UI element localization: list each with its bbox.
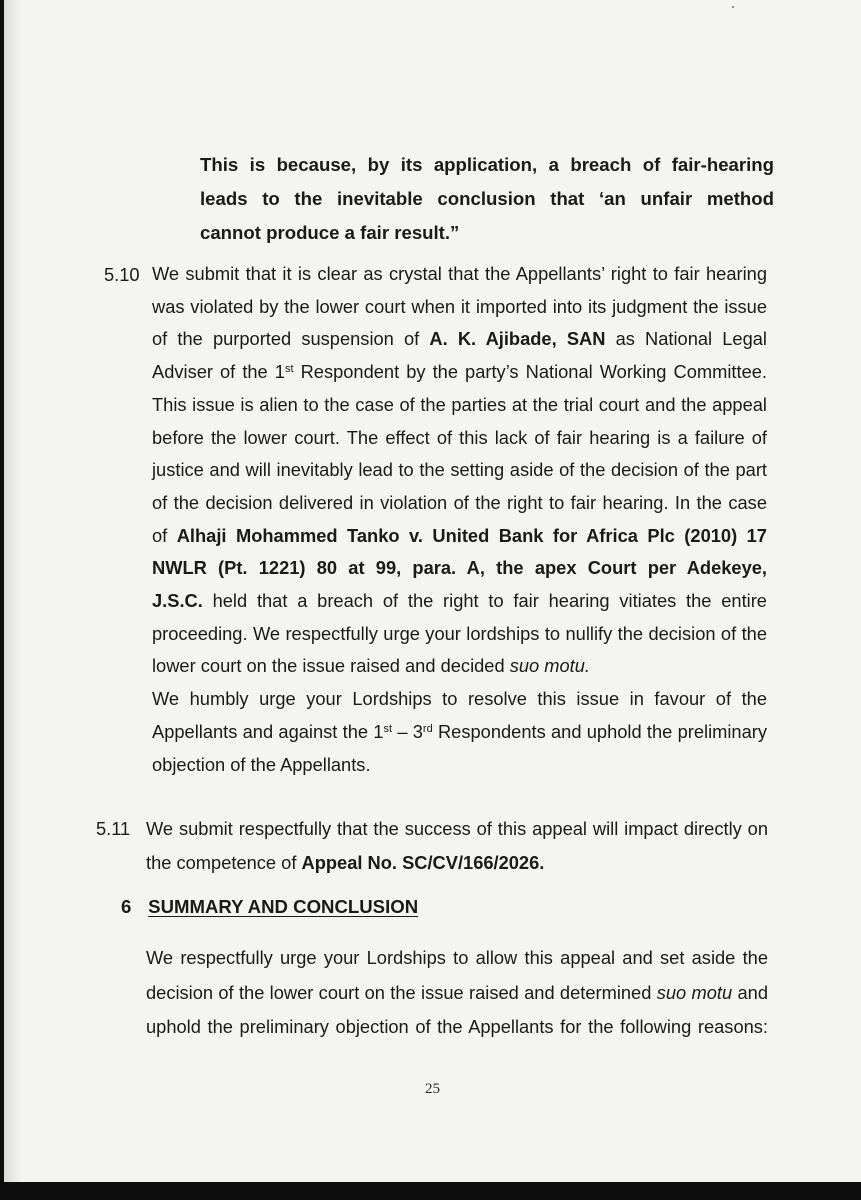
- text-line: Adviser of the 1st Respondent by the party’s National Working Committee.: [152, 361, 767, 383]
- text-line: before the lower court. The effect of this lack of fair hearing is a failure of: [152, 426, 767, 448]
- scan-speck: [732, 6, 734, 8]
- text-line: We respectfully urge your Lordships to allow this appeal and set aside the: [146, 947, 768, 968]
- text-line: of the purported suspension of A. K. Ajibade, SAN as National Legal: [152, 328, 767, 350]
- quoted-passage: [200, 148, 774, 250]
- paragraph-number: 5.11: [96, 818, 131, 839]
- document-page: [4, 0, 861, 1182]
- text-line: decision of the lower court on the issue raised and determined suo motu and: [146, 981, 768, 1003]
- section-title: SUMMARY AND CONCLUSION: [148, 896, 419, 917]
- text-line: justice and will inevitably lead to the setting aside of the decision of the part: [152, 459, 767, 481]
- latin-term: suo motu.: [509, 655, 591, 677]
- text-line: uphold the preliminary objection of the Appellants for the following reasons:: [146, 1016, 768, 1037]
- text-line: objection of the Appellants.: [152, 753, 371, 775]
- text-line: proceeding. We respectfully urge your lordships to nullify the decision of the: [152, 622, 767, 644]
- text-line: Appellants and against the 1st – 3rd Respondents and uphold the preliminary: [152, 720, 767, 742]
- text-line: We submit respectfully that the success of this appeal will impact directly on: [146, 818, 768, 839]
- text-line: We submit that it is clear as crystal that the Appellants’ right to fair hearing: [152, 263, 767, 284]
- text-line: We humbly urge your Lordships to resolve this issue in favour of the: [152, 688, 767, 710]
- text-line: the competence of Appeal No. SC/CV/166/2026.: [146, 852, 545, 873]
- text-line: was violated by the lower court when it imported into its judgment the issue: [152, 295, 767, 317]
- case-citation: NWLR (Pt. 1221) 80 at 99, para. A, the apex Court per Adekeye,: [152, 557, 767, 579]
- section-6-body: [146, 941, 768, 1045]
- text-line: This issue is alien to the case of the parties at the trial court and the appeal: [152, 393, 767, 415]
- section-number: 6: [121, 896, 132, 917]
- quote-line: leads to the inevitable conclusion that ‘an unfair method: [200, 188, 774, 209]
- paragraph-5-11: [146, 812, 768, 880]
- paragraph-number: 5.10: [104, 264, 140, 285]
- paragraph-5-10: [152, 258, 767, 781]
- text-line: lower court on the issue raised and decided suo motu.: [152, 655, 591, 677]
- text-line: J.S.C. held that a breach of the right to fair hearing vitiates the entire: [152, 590, 767, 612]
- quote-line: cannot produce a fair result.”: [200, 222, 460, 243]
- text-line: of the decision delivered in violation of the right to fair hearing. In the case: [152, 491, 767, 513]
- appeal-reference: Appeal No. SC/CV/166/2026.: [301, 852, 545, 873]
- case-citation: Alhaji Mohammed Tanko v. United Bank for Africa Plc (2010) 17: [176, 524, 767, 546]
- page-edge-shadow: [4, 0, 22, 1182]
- page-number: 25: [425, 1081, 440, 1097]
- section-heading: [121, 893, 418, 921]
- name-reference: A. K. Ajibade, SAN: [429, 328, 606, 350]
- quote-line: This is because, by its application, a breach of fair-hearing: [200, 154, 774, 175]
- text-line: of Alhaji Mohammed Tanko v. United Bank for Africa Plc (2010) 17: [152, 524, 767, 546]
- case-citation: J.S.C.: [152, 590, 203, 612]
- latin-term: suo motu: [656, 981, 733, 1003]
